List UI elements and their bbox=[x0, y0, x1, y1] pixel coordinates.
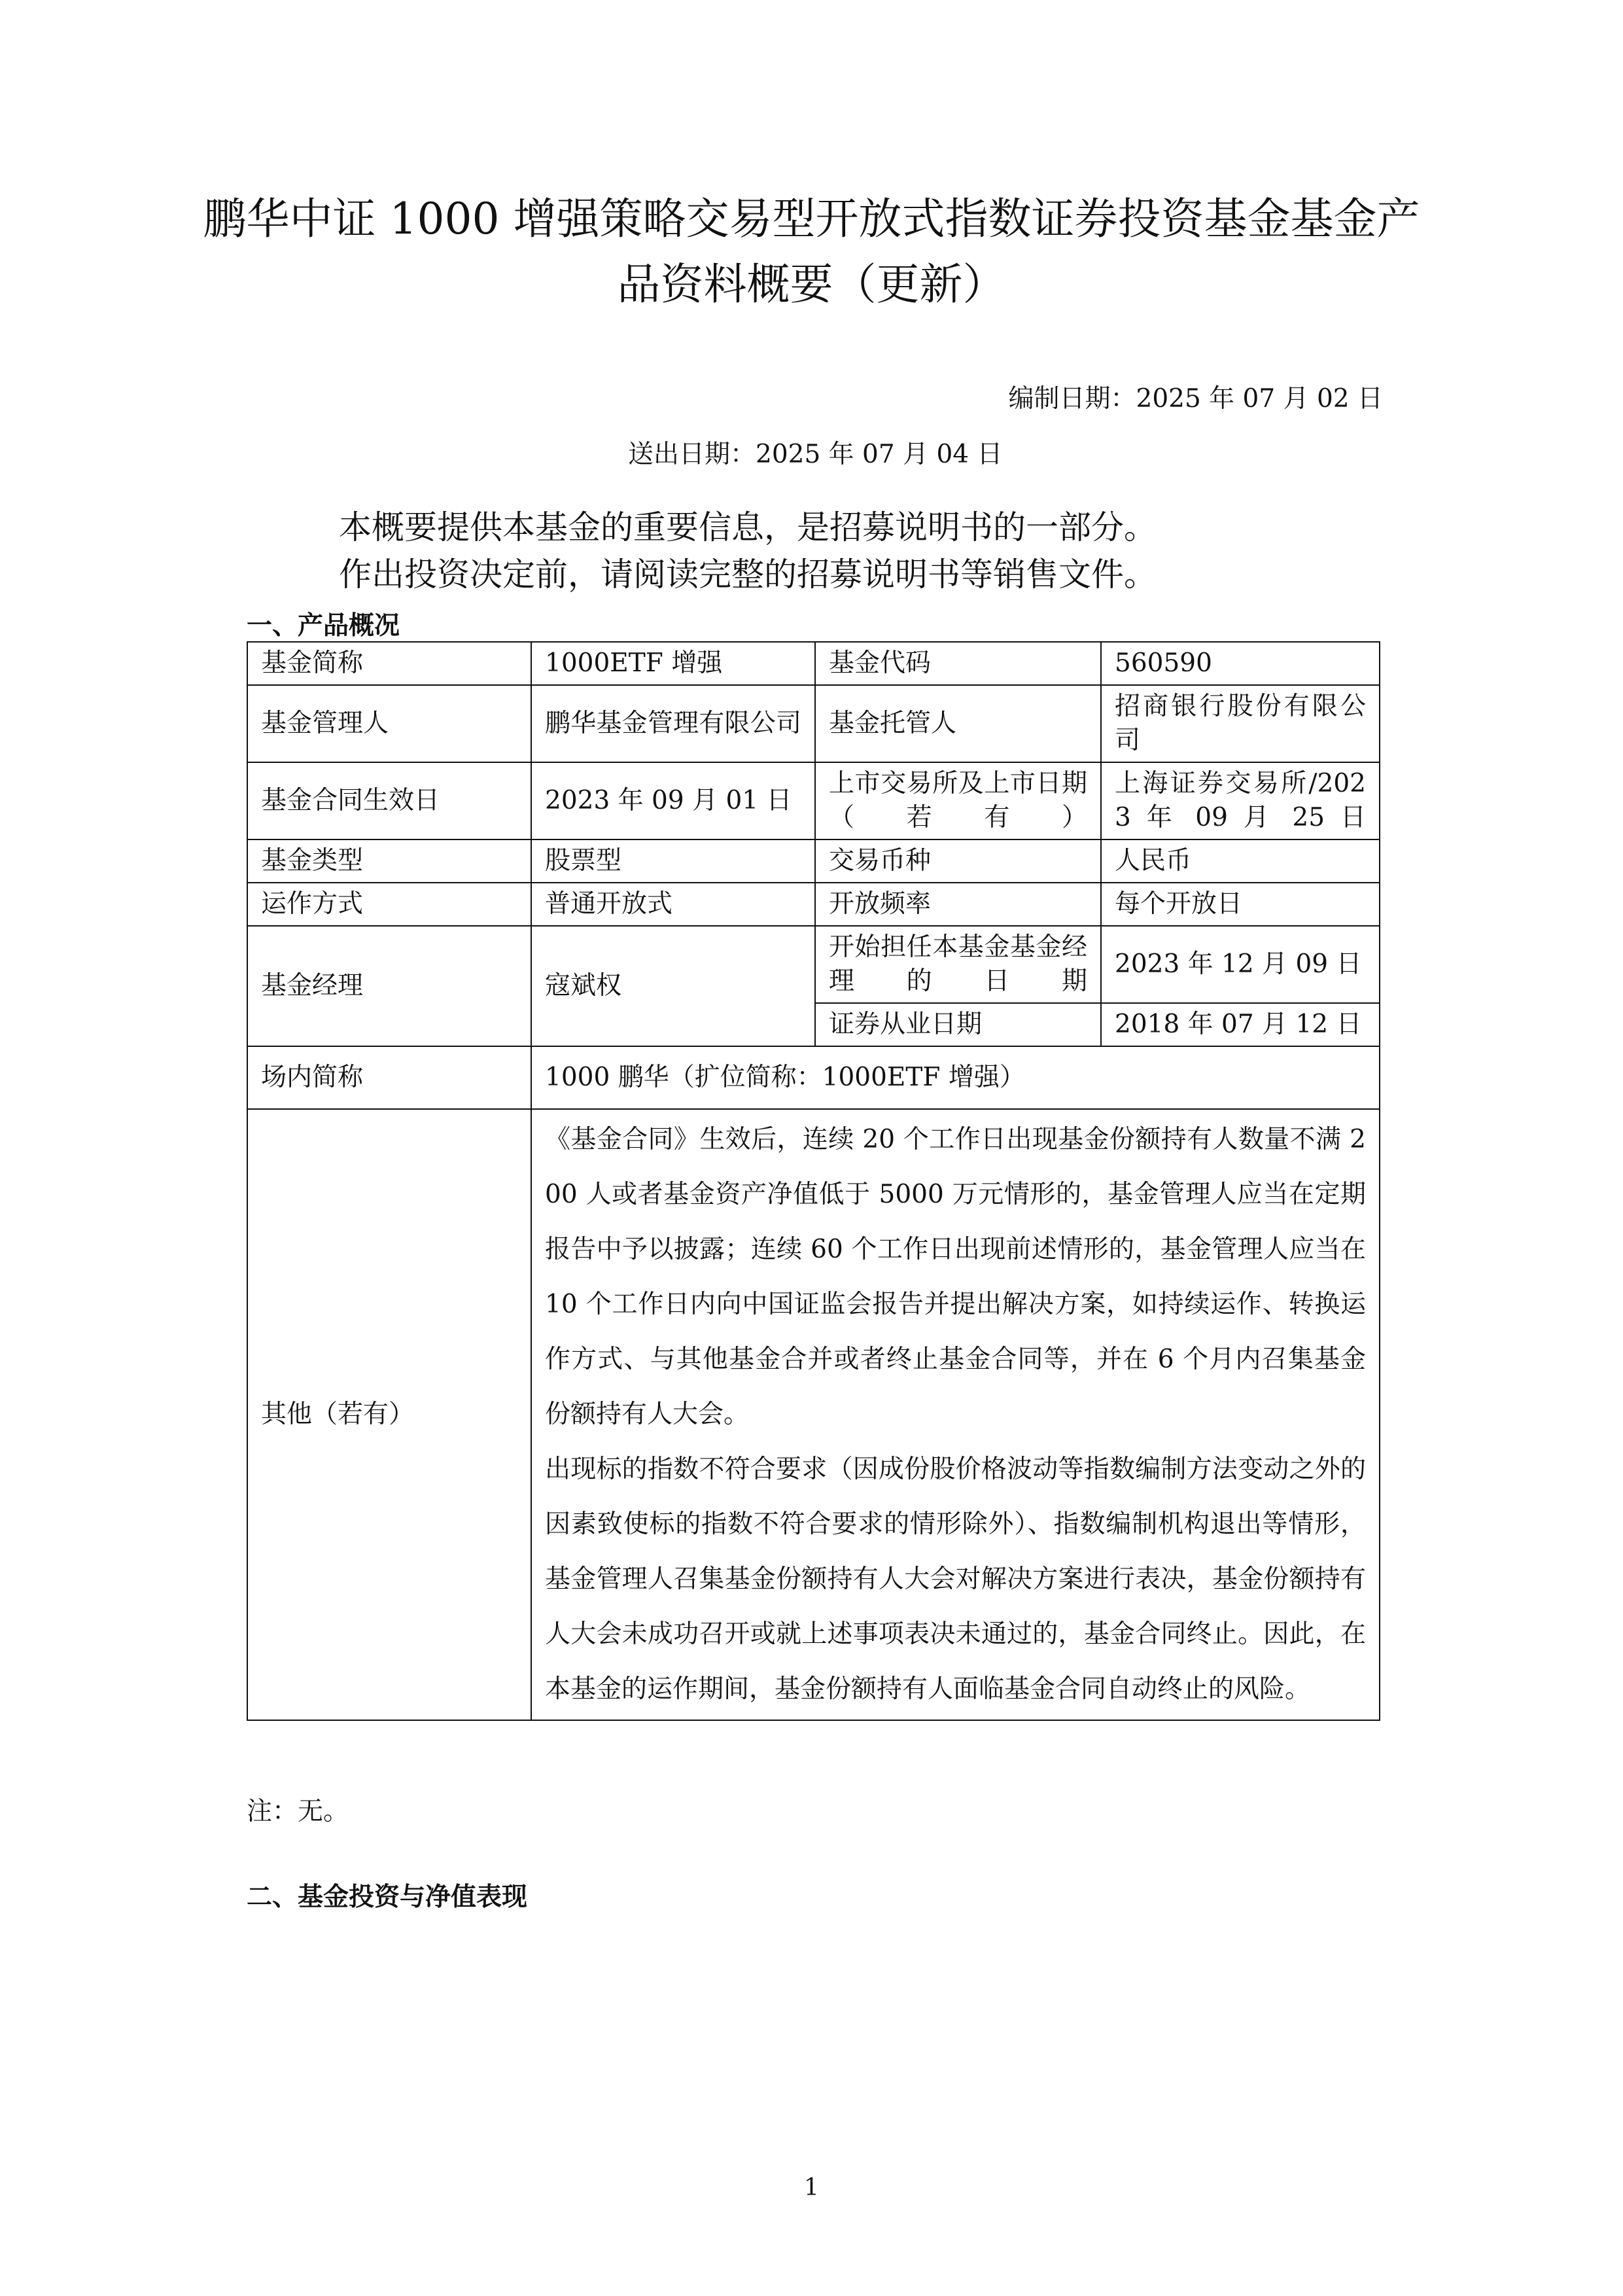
intro-text bbox=[339, 504, 1157, 598]
value-career-date: 2018 年 07 月 12 日 bbox=[1101, 1003, 1380, 1046]
value-frequency: 每个开放日 bbox=[1101, 883, 1380, 926]
table-note: 注：无。 bbox=[247, 1797, 349, 1826]
value-fund-manager: 寇斌权 bbox=[531, 926, 815, 1046]
page-number: 1 bbox=[804, 2174, 819, 2201]
value-start-date: 2023 年 12 月 09 日 bbox=[1101, 926, 1380, 1003]
intro-line-2: 作出投资决定前，请阅读完整的招募说明书等销售文件。 bbox=[339, 556, 1157, 593]
other-paragraph-2: 出现标的指数不符合要求（因成份股价格波动等指数编制方法变动之外的因素致使标的指数不符合要求的情形除外）、指数编制机构退出等情形，基金管理人召集基金份额持有人大会对解决方案进行表决，基金份额持有人大会未成功召开或就上述事项表决未通过的，基金合同终止。因此，在本基金的运作期间，基金份额持有人面临基金合同自动终止的风险。 bbox=[545, 1455, 1366, 1704]
table-row bbox=[247, 883, 1380, 926]
label-manager: 基金管理人 bbox=[247, 685, 531, 762]
value-operation: 普通开放式 bbox=[531, 883, 815, 926]
label-other: 其他（若有） bbox=[247, 1109, 531, 1720]
label-start-date: 开始担任本基金基金经理的日期 bbox=[815, 926, 1101, 1003]
label-fund-short-name: 基金简称 bbox=[247, 642, 531, 685]
table-row bbox=[247, 1109, 1380, 1720]
label-operation: 运作方式 bbox=[247, 883, 531, 926]
label-fund-code: 基金代码 bbox=[815, 642, 1101, 685]
document-title: 鹏华中证 1000 增强策略交易型开放式指数证券投资基金基金产品资料概要（更新） bbox=[203, 194, 1420, 309]
intro-line-1: 本概要提供本基金的重要信息，是招募说明书的一部分。 bbox=[339, 508, 1157, 546]
section-heading-investment: 二、基金投资与净值表现 bbox=[247, 1882, 528, 1912]
label-place-name: 场内简称 bbox=[247, 1046, 531, 1109]
label-frequency: 开放频率 bbox=[815, 883, 1101, 926]
label-contract-date: 基金合同生效日 bbox=[247, 762, 531, 839]
value-fund-code: 560590 bbox=[1101, 642, 1380, 685]
value-contract-date: 2023 年 09 月 01 日 bbox=[531, 762, 815, 839]
other-paragraph-1: 《基金合同》生效后，连续 20 个工作日出现基金份额持有人数量不满 200 人或者基金资产净值低于 5000 万元情形的，基金管理人应当在定期报告中予以披露；连续 60 个工作日出现前述情形的，基金管理人应当在 10 个工作日内向中国证监会报告并提出解决方案，如持续运作、转换运作方式、与其他基金合并或者终止基金合同等，并在 6 个月内召集基金份额持有人大会。 bbox=[545, 1125, 1366, 1429]
table-row bbox=[247, 642, 1380, 685]
table-row bbox=[247, 839, 1380, 883]
table-row bbox=[247, 1046, 1380, 1109]
label-career-date: 证券从业日期 bbox=[815, 1003, 1101, 1046]
label-custodian: 基金托管人 bbox=[815, 685, 1101, 762]
value-manager: 鹏华基金管理有限公司 bbox=[531, 685, 815, 762]
value-fund-type: 股票型 bbox=[531, 839, 815, 883]
product-overview-table bbox=[247, 641, 1380, 1721]
label-currency: 交易币种 bbox=[815, 839, 1101, 883]
section-heading-overview: 一、产品概况 bbox=[247, 610, 400, 641]
value-fund-short-name: 1000ETF 增强 bbox=[531, 642, 815, 685]
table-row bbox=[247, 762, 1380, 839]
compile-date: 编制日期：2025 年 07 月 02 日 bbox=[1008, 384, 1383, 414]
value-custodian: 招商银行股份有限公司 bbox=[1101, 685, 1380, 762]
table-row bbox=[247, 926, 1380, 1003]
value-other bbox=[531, 1109, 1380, 1720]
table-row bbox=[247, 685, 1380, 762]
value-listing: 上海证券交易所/2023 年 09 月 25 日 bbox=[1101, 762, 1380, 839]
send-date: 送出日期：2025 年 07 月 04 日 bbox=[628, 440, 1003, 469]
label-listing: 上市交易所及上市日期（若有） bbox=[815, 762, 1101, 839]
value-place-name: 1000 鹏华（扩位简称：1000ETF 增强） bbox=[531, 1046, 1380, 1109]
label-fund-type: 基金类型 bbox=[247, 839, 531, 883]
value-currency: 人民币 bbox=[1101, 839, 1380, 883]
label-fund-manager: 基金经理 bbox=[247, 926, 531, 1046]
